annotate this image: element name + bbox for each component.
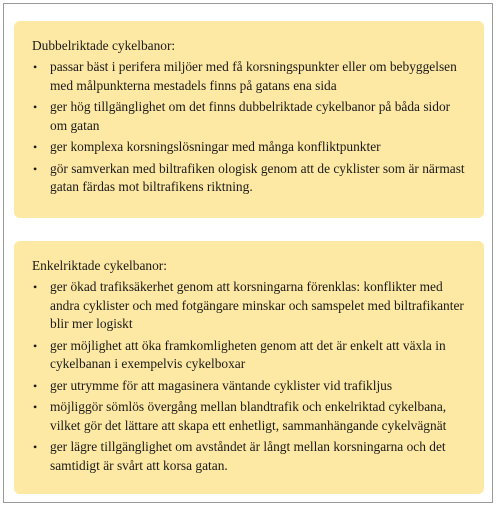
- list-item-text: passar bäst i perifera miljöer med få korsningspunkter eller om bebyggelsen med målpunkterna mestadels finns på gatans ena sida: [50, 59, 457, 93]
- section-heading: Dubbelriktade cykelbanor:: [32, 38, 176, 53]
- list-item-text: ger möjlighet att öka framkomligheten genom att det är enkelt att växla in cykelbanan i exempelvis cykelboxar: [50, 337, 446, 371]
- list-item: [32, 438, 466, 475]
- bullet-icon: •: [33, 161, 38, 176]
- list-item: [32, 58, 466, 95]
- document-frame: [3, 3, 493, 503]
- list-item-text: ger hög tillgänglighet om det finns dubbelriktade cykelbanor på båda sidor om gatan: [50, 99, 451, 133]
- list-item-text: ger lägre tillgänglighet om avståndet är långt mellan korsningarna och det samtidigt är svårt att korsa gatan.: [50, 439, 446, 473]
- bullet-list: [32, 58, 466, 197]
- list-item-text: möjliggör sömlös övergång mellan blandtrafik och enkelriktad cykelbana, vilket gör det lättare att skapa ett enhetligt, sammanhängande cykelvägnät: [50, 399, 447, 433]
- section-heading: Enkelriktade cykelbanor:: [32, 258, 167, 273]
- list-item-text: gör samverkan med biltrafiken ologisk genom att de cyklister som är närmast gatan färdas mot biltrafikens riktning.: [50, 160, 465, 194]
- section-box-bidirectional: [14, 21, 484, 218]
- bullet-icon: •: [33, 140, 38, 154]
- list-item-text: ger komplexa korsningslösningar med många konfliktpunkter: [50, 139, 381, 154]
- list-item: [32, 377, 466, 396]
- bullet-list: [32, 278, 466, 475]
- bullet-icon: •: [33, 338, 38, 353]
- bullet-icon: •: [33, 400, 38, 414]
- list-item: [32, 278, 466, 334]
- section-box-unidirectional: [14, 241, 484, 494]
- list-item: [32, 337, 466, 374]
- list-item-text: ger utrymme för att magasinera väntande cyklister vid trafikljus: [50, 377, 393, 393]
- bullet-icon: •: [33, 280, 38, 294]
- bullet-icon: •: [33, 60, 38, 74]
- bullet-icon: •: [33, 440, 38, 454]
- list-item: [32, 98, 466, 135]
- list-item: [32, 138, 466, 157]
- list-item: [32, 160, 466, 197]
- bullet-icon: •: [33, 378, 38, 393]
- bullet-icon: •: [33, 100, 38, 114]
- list-item-text: ger ökad trafiksäkerhet genom att korsningarna förenklas: konflikter med andra cyklister och med fotgängare minskar och samspelet med biltrafikanter blir mer logiskt: [50, 279, 464, 331]
- list-item: [32, 398, 466, 435]
